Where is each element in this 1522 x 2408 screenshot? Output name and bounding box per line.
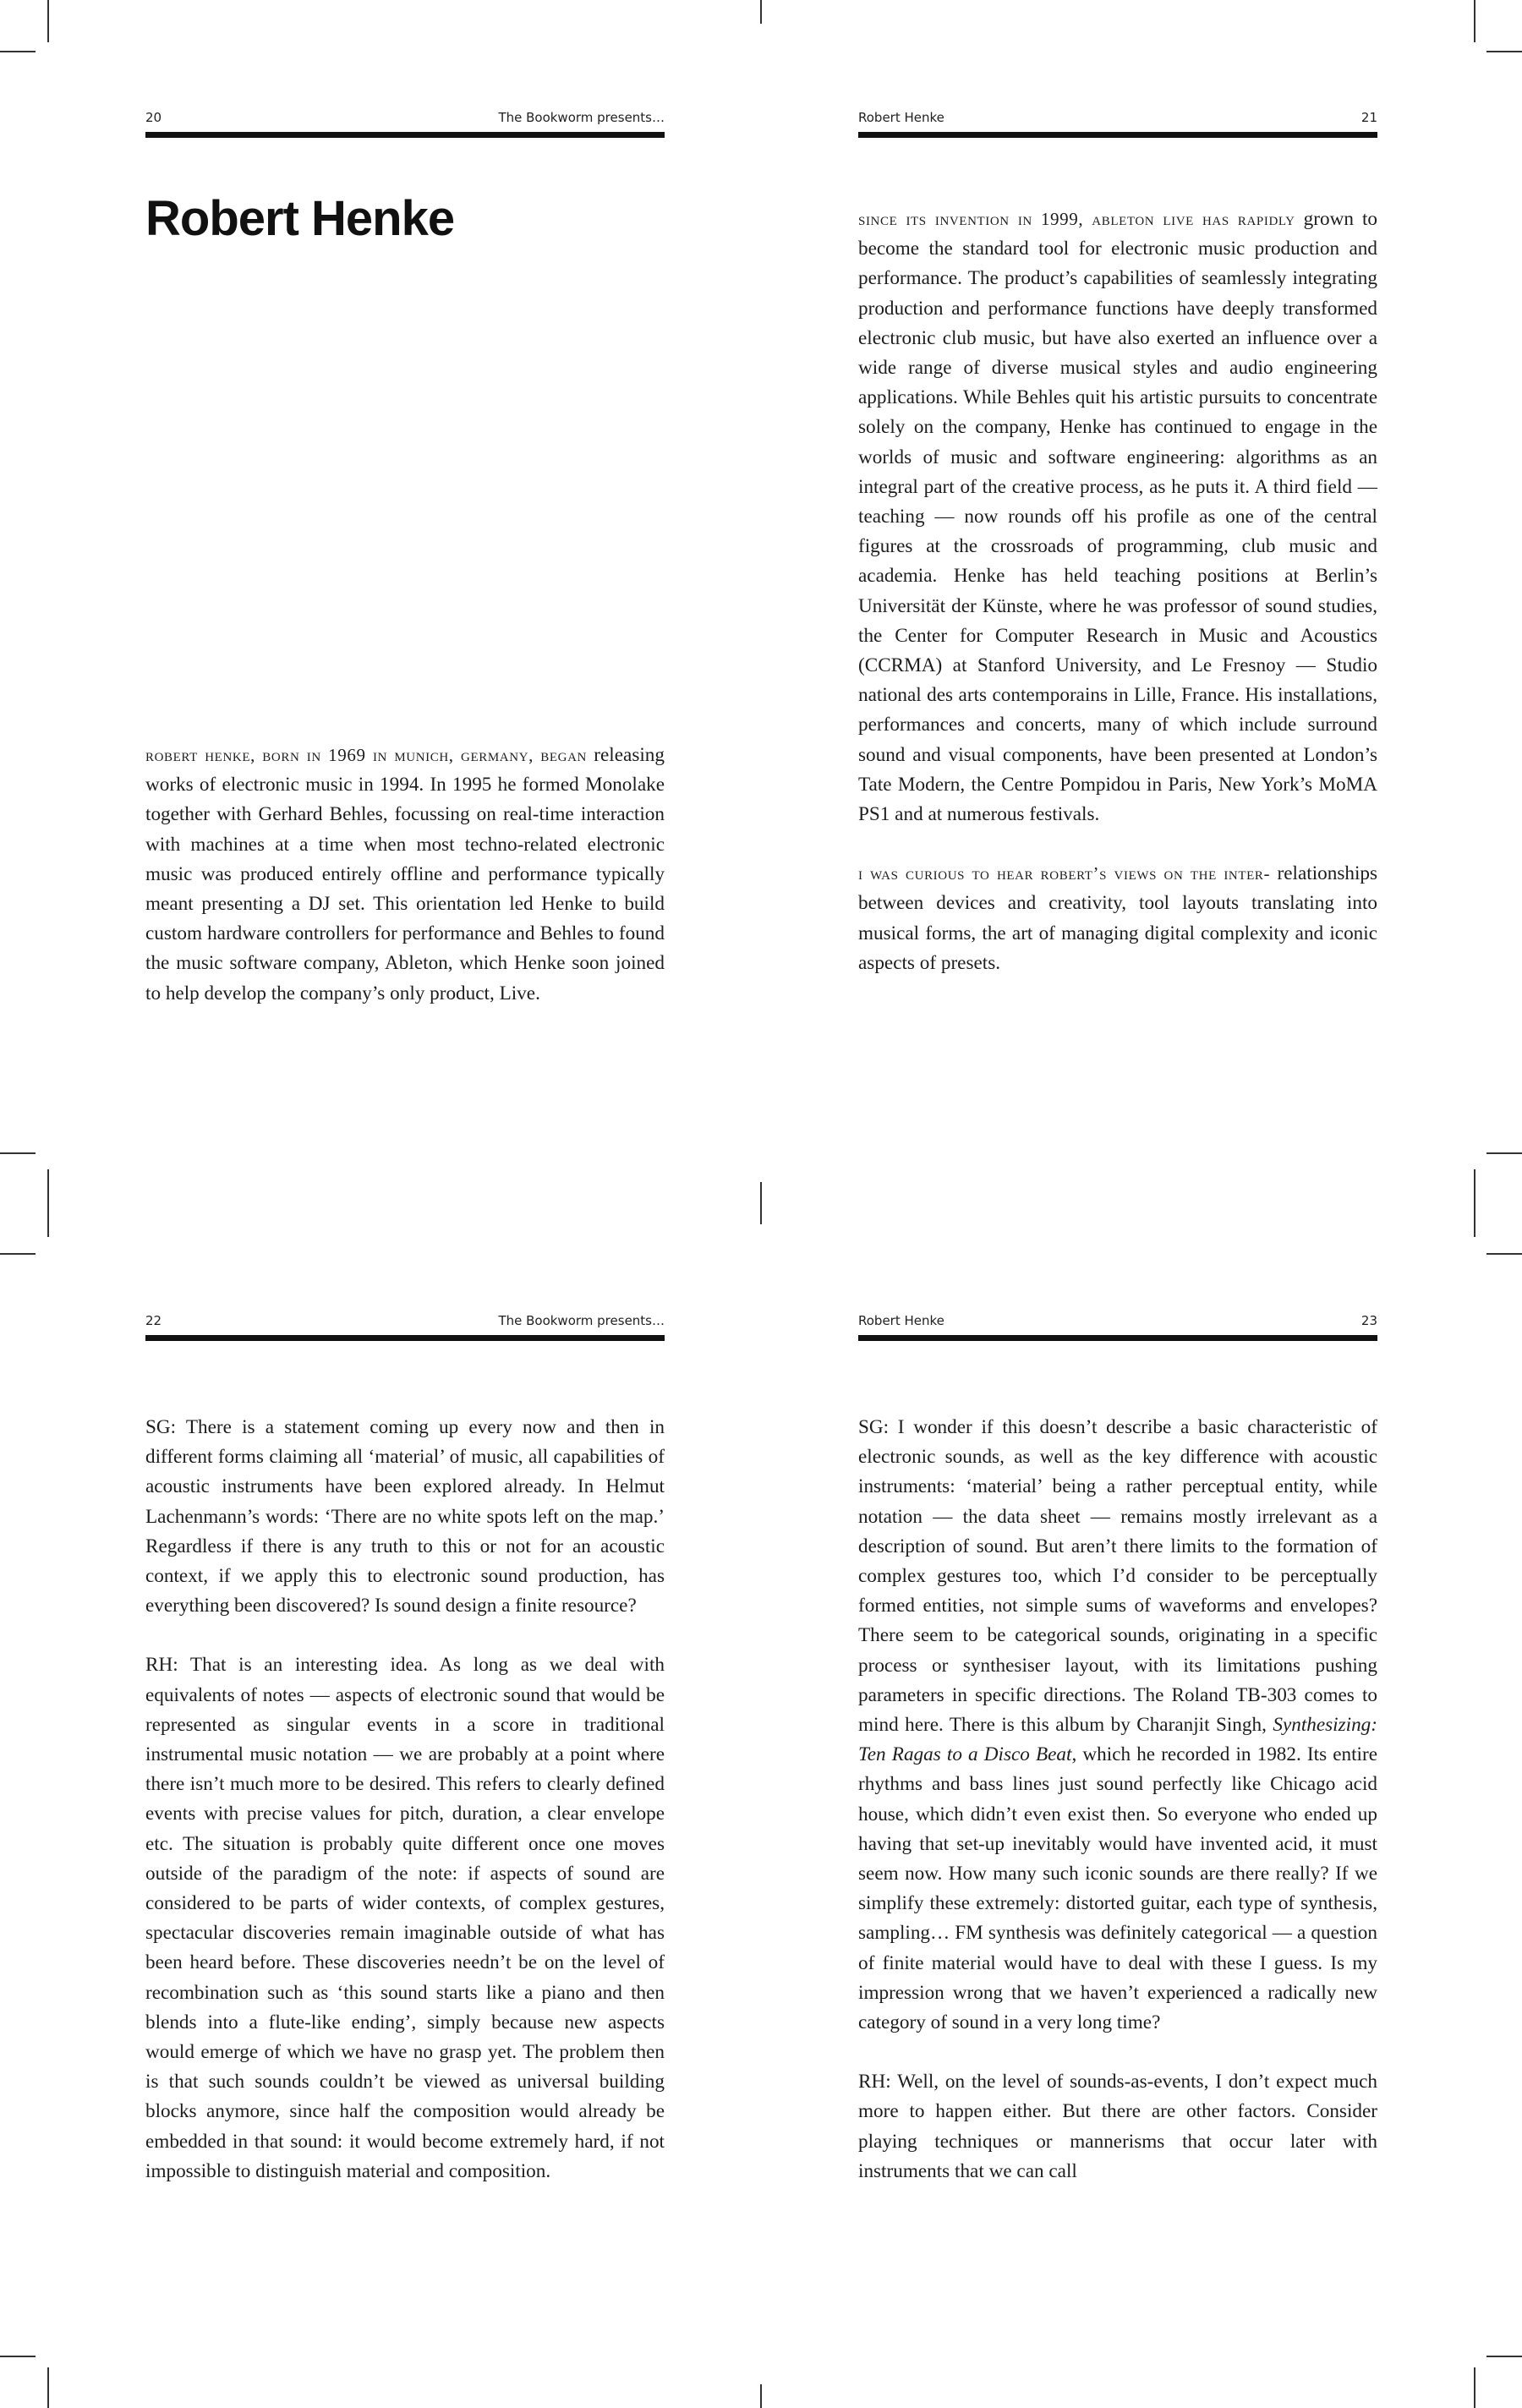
paragraph-text: SG: I wonder if this doesn’t describe a basic characteristic of electronic sounds, as well as the key difference with acoustic instruments: ‘material’ being a rather perceptual entity, while notation — the data sheet — remains mostly irrelevant as a description of sound. But aren’t there limits to the formation of complex gestures too, which I’d consider to be perceptually formed entities, not simple sums of waveforms and envelopes? There seem to be categorical sounds, originating in a specific process or synthesiser layout, with its limitations pushing parameters in specific directions. The Roland TB-303 comes to mind here. There is this album by Charanjit Singh, bbox=[858, 1416, 1377, 1737]
crop-mark bbox=[47, 2367, 49, 2408]
crop-mark bbox=[1474, 2367, 1475, 2408]
page-number: 23 bbox=[1360, 1313, 1377, 1328]
page-20 bbox=[145, 110, 665, 1004]
running-head: Robert Henke bbox=[858, 1313, 944, 1328]
album-title: Synthesizing: Ten Ragas to a Disco Beat bbox=[858, 1714, 1377, 1766]
crop-mark bbox=[0, 2356, 36, 2357]
question-paragraph: SG: There is a statement coming up every now and then in different forms claiming all ‘material’ of music, all capabilities of acoustic instruments have been explored already. In Helmut Lachenmann’s words: ‘There are no white spots left on the map.’ Regardless if there is any truth to this or not for an acoustic context, if we apply this to electronic sound production, has everything been discovered? Is sound design a finite resource? bbox=[145, 1416, 665, 1617]
paragraph bbox=[858, 859, 1377, 978]
paragraph-text: relationships between devices and creativity, tool layouts translating into musical forms, the art of managing digital complexity and iconic aspects of presets. bbox=[858, 862, 1378, 974]
page-number: 21 bbox=[1360, 110, 1377, 125]
running-head: The Bookworm presents… bbox=[498, 1313, 665, 1328]
paragraph-text: , which he recorded in 1982. Its entire rhythms and bass lines just sound perfectly like Chicago acid house, which didn’t even exist then. So everyone who ended up having that set-up inevitably would have invented acid, it must seem now. How many such iconic sounds are there really? If we simplify these extremely: distorted guitar, each type of synthesis, sampling… FM synthesis was definitely categorical — a question of finite material would have to deal with these I guess. Is my impression wrong that we haven’t experienced a radically new category of sound in a very long time? bbox=[858, 1743, 1377, 2034]
crop-mark bbox=[1474, 1169, 1475, 1237]
crop-mark bbox=[760, 1182, 762, 1224]
crop-mark bbox=[1486, 51, 1522, 52]
paragraph-text: releasing works of electronic music in 1994. In 1995 he formed Monolake together with Gerhard Behles, focussing on real-time interaction with machines at a time when most techno-related electronic music was produced entirely offline and performance typically meant presenting a DJ set. This orientation led Henke to build custom hardware controllers for performance and Behles to found the music software company, Ableton, which Henke soon joined to help develop the company’s only product, Live. bbox=[145, 744, 665, 1004]
crop-mark bbox=[1486, 2356, 1522, 2357]
header-rule bbox=[145, 132, 665, 138]
crop-mark bbox=[760, 0, 762, 24]
body-text bbox=[145, 1413, 665, 2186]
page-header bbox=[145, 1313, 665, 1332]
crop-mark bbox=[0, 1152, 36, 1154]
page-header bbox=[858, 110, 1377, 129]
paragraph bbox=[858, 205, 1377, 829]
body-text bbox=[858, 1413, 1377, 2186]
header-rule bbox=[858, 1335, 1377, 1341]
answer-paragraph: RH: That is an interesting idea. As long as we deal with equivalents of notes — aspects of electronic sound that would be represented as singular events in a score in traditional instrumental music notation — we are probably at a point where there isn’t much more to be desired. This refers to clearly defined events with precise values for pitch, duration, a clear envelope etc. The situation is probably quite different once one moves outside of the paradigm of the note: if aspects of sound are considered to be parts of wider contexts, of complex gestures, spectacular discoveries remain imaginable outside of what has been heard before. These discoveries needn’t be on the level of recombination such as ‘this sound starts like a piano and then blends into a flute-like ending’, simply because new aspects would emerge of which we have no grasp yet. The problem then is that such sounds couldn’t be viewed as universal building blocks anymore, since half the composition would already be embedded in that sound: it would become extremely hard, if not impossible to distinguish material and composition. bbox=[145, 1654, 665, 2182]
page-21 bbox=[858, 110, 1378, 974]
small-caps-lead: i was curious to hear robert’s views on the inter- bbox=[858, 863, 1271, 884]
crop-mark bbox=[1474, 0, 1475, 42]
crop-mark bbox=[1486, 1152, 1522, 1154]
body-text bbox=[858, 205, 1377, 978]
crop-mark bbox=[0, 1253, 36, 1255]
crop-mark bbox=[47, 0, 49, 42]
crop-mark bbox=[1486, 1253, 1522, 1255]
running-head: The Bookworm presents… bbox=[498, 110, 665, 125]
page-header bbox=[145, 110, 665, 129]
question-paragraph bbox=[858, 1413, 1377, 2038]
header-rule bbox=[858, 132, 1377, 138]
small-caps-lead: robert henke, born in 1969 in munich, germany, began bbox=[145, 745, 587, 765]
intro-text bbox=[145, 741, 665, 1009]
header-rule bbox=[145, 1335, 665, 1341]
crop-mark bbox=[0, 51, 36, 52]
page-number: 22 bbox=[145, 1313, 162, 1328]
paragraph-text: grown to become the standard tool for electronic music production and performance. The product’s capabilities of seamlessly integrating production and performance functions have deeply transformed electronic club music, but have also exerted an influence over a wide range of diverse musical styles and audio engineering applications. While Behles quit his artistic pursuits to concentrate solely on the company, Henke has continued to engage in the worlds of music and software engineering: algorithms as an integral part of the creative process, as he puts it. A third field — teaching — now rounds off his profile as one of the central figures at the crossroads of programming, club music and academia. Henke has held teaching positions at Berlin’s Universität der Künste, where he was professor of sound studies, the Center for Computer Research in Music and Acoustics (CCRMA) at Stanford University, and Le Fresnoy — Studio national des arts contemporains in Lille, France. His installations, performances and concerts, many of which include surround sound and visual components, have been presented at London’s Tate Modern, the Centre Pompidou in Paris, New York’s MoMA PS1 and at numerous festivals. bbox=[858, 208, 1378, 826]
chapter-title: Robert Henke bbox=[145, 191, 455, 246]
page-number: 20 bbox=[145, 110, 162, 125]
intro-paragraph bbox=[145, 741, 665, 1009]
page-header bbox=[858, 1313, 1377, 1332]
crop-mark bbox=[760, 2384, 762, 2408]
crop-mark bbox=[47, 1169, 49, 1237]
running-head: Robert Henke bbox=[858, 110, 944, 125]
answer-paragraph: RH: Well, on the level of sounds-as-events, I don’t expect much more to happen either. But there are other factors. Consider playing techniques or mannerisms that occur later with instruments that we can call bbox=[858, 2071, 1377, 2182]
small-caps-lead: since its invention in 1999, ableton live has rapidly bbox=[858, 209, 1295, 229]
page-23 bbox=[858, 1313, 1377, 2182]
page-22 bbox=[145, 1313, 665, 2182]
